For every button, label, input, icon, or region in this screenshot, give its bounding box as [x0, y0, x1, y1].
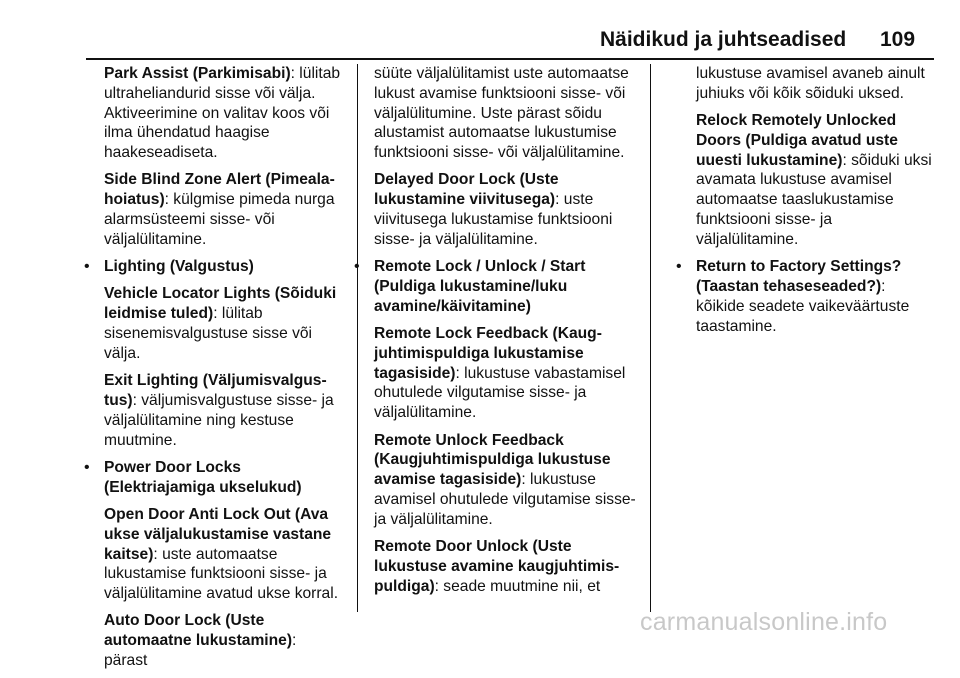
desc-open-door: : uste automaatse lukustamise funktsiooni sisse- ja väljalülitamine avatud ukse korral. [104, 545, 339, 603]
paragraph-continuation-2: süüte väljalülitamist uste automaatse lukust avamise funktsiooni sisse- või väljalülitumine. Uste pärast sõidu alustamist automaatse lukustumise funktsiooni sisse- või väljalülitamine. [374, 65, 629, 162]
term-auto-lock: Auto Door Lock (Uste automaatne lukustamine) [104, 612, 293, 650]
term-exit-lighting: Exit Lighting (Väljumisvalgus-tus) [104, 372, 327, 409]
term-open-door: Open Door Anti Lock Out (Ava ukse väljalukustamise vastane kaitse) [104, 505, 332, 563]
paragraph-open-door [80, 505, 344, 604]
term-remote-lock-feedback: Remote Lock Feedback (Kaug-juhtimispuldiga lukustamise tagasiside) [374, 325, 602, 382]
paragraph-side-blind [80, 170, 344, 249]
paragraph-remote-unlock-feedback [374, 431, 640, 530]
desc-auto-lock: : pärast [104, 632, 297, 670]
column-divider-1 [357, 64, 358, 612]
term-park-assist: Park Assist (Parkimisabi) [104, 65, 291, 82]
term-delayed-lock: Delayed Door Lock (Uste lukustamine viivitusega) [374, 171, 559, 209]
term-factory-settings: Return to Factory Settings? (Taastan tehaseseaded?) [696, 258, 902, 295]
paragraph-relock [672, 111, 934, 250]
bullet-factory-settings [672, 257, 934, 336]
bullet-lighting [80, 257, 344, 277]
desc-relock: : sõiduki uksi avamata lukustuse avamisel automaatse taaslukustamise funktsiooni sisse- ja väljalülitamine. [696, 151, 932, 248]
term-lighting: Lighting (Valgustus) [104, 258, 254, 276]
bullet-power-locks [80, 458, 344, 498]
paragraph-auto-lock [80, 611, 344, 670]
text-column-2 [374, 64, 640, 604]
term-remote-unlock-feedback: Remote Unlock Feedback (Kaugjuhtimispuldiga lukustuse avamise tagasiside) [374, 431, 611, 489]
desc-side-blind: : külgmise pimeda nurga alarmsüsteemi sisse- või väljalülitamine. [104, 191, 335, 248]
desc-factory-settings: : kõikide seadete vaikeväärtuste taastamine. [696, 277, 910, 335]
desc-remote-unlock-feedback: : lukustuse avamisel ohutulede vilgutamise sisse- ja väljalülitamine. [374, 471, 636, 528]
desc-vehicle-locator: : lülitab sisenemisvalgustuse sisse või välja. [104, 305, 313, 362]
header-rule [86, 58, 934, 60]
term-power-locks: Power Door Locks (Elektriajamiga ukselukud) [104, 458, 302, 496]
page-number: 109 [880, 28, 916, 51]
term-side-blind: Side Blind Zone Alert (Pimeala-hoiatus) [104, 171, 335, 209]
paragraph-remote-lock-feedback [374, 324, 640, 423]
text-column-1 [80, 64, 344, 678]
column-divider-2 [650, 64, 651, 612]
desc-delayed-lock: : uste viivitusega lukustamise funktsiooni sisse- ja väljalülitamine. [374, 191, 613, 248]
bullet-remote-lock-start [350, 257, 640, 316]
paragraph-remote-door-unlock [374, 537, 640, 596]
desc-exit-lighting: : väljumisvalgustuse sisse- ja väljalülitamine ning kestuse muutmine. [104, 391, 334, 449]
paragraph-park-assist [80, 64, 344, 163]
paragraph-continuation-3: lukustuse avamisel avaneb ainult juhiuks või kõik sõiduki uksed. [696, 65, 925, 102]
text-column-3 [672, 64, 934, 344]
paragraph-delayed-lock [374, 170, 640, 249]
page-header-title: Näidikud ja juhtseadised [600, 28, 847, 51]
term-relock: Relock Remotely Unlocked Doors (Puldiga avatud uste uuesti lukustamine) [696, 112, 898, 169]
term-vehicle-locator: Vehicle Locator Lights (Sõiduki leidmise tuled) [104, 285, 337, 323]
paragraph-exit-lighting [80, 371, 344, 450]
desc-park-assist: : lülitab ultraheliandurid sisse või välja. Aktiveerimine on valitav koos või ilma ühendatud haagise haakeseadiseta. [104, 65, 341, 162]
desc-remote-door-unlock: : seade muutmine nii, et [434, 577, 601, 595]
paragraph-vehicle-locator [80, 284, 344, 363]
watermark: carmanualsonline.info [640, 608, 888, 636]
term-remote-lock-start: Remote Lock / Unlock / Start (Puldiga lukustamine/luku avamine/käivitamine) [374, 258, 586, 315]
term-remote-door-unlock: Remote Door Unlock (Uste lukustuse avamine kaugjuhtimis-puldiga) [374, 538, 620, 595]
desc-remote-lock-feedback: : lukustuse vabastamisel ohutulede vilgutamise sisse- ja väljalülitamine. [374, 364, 626, 422]
